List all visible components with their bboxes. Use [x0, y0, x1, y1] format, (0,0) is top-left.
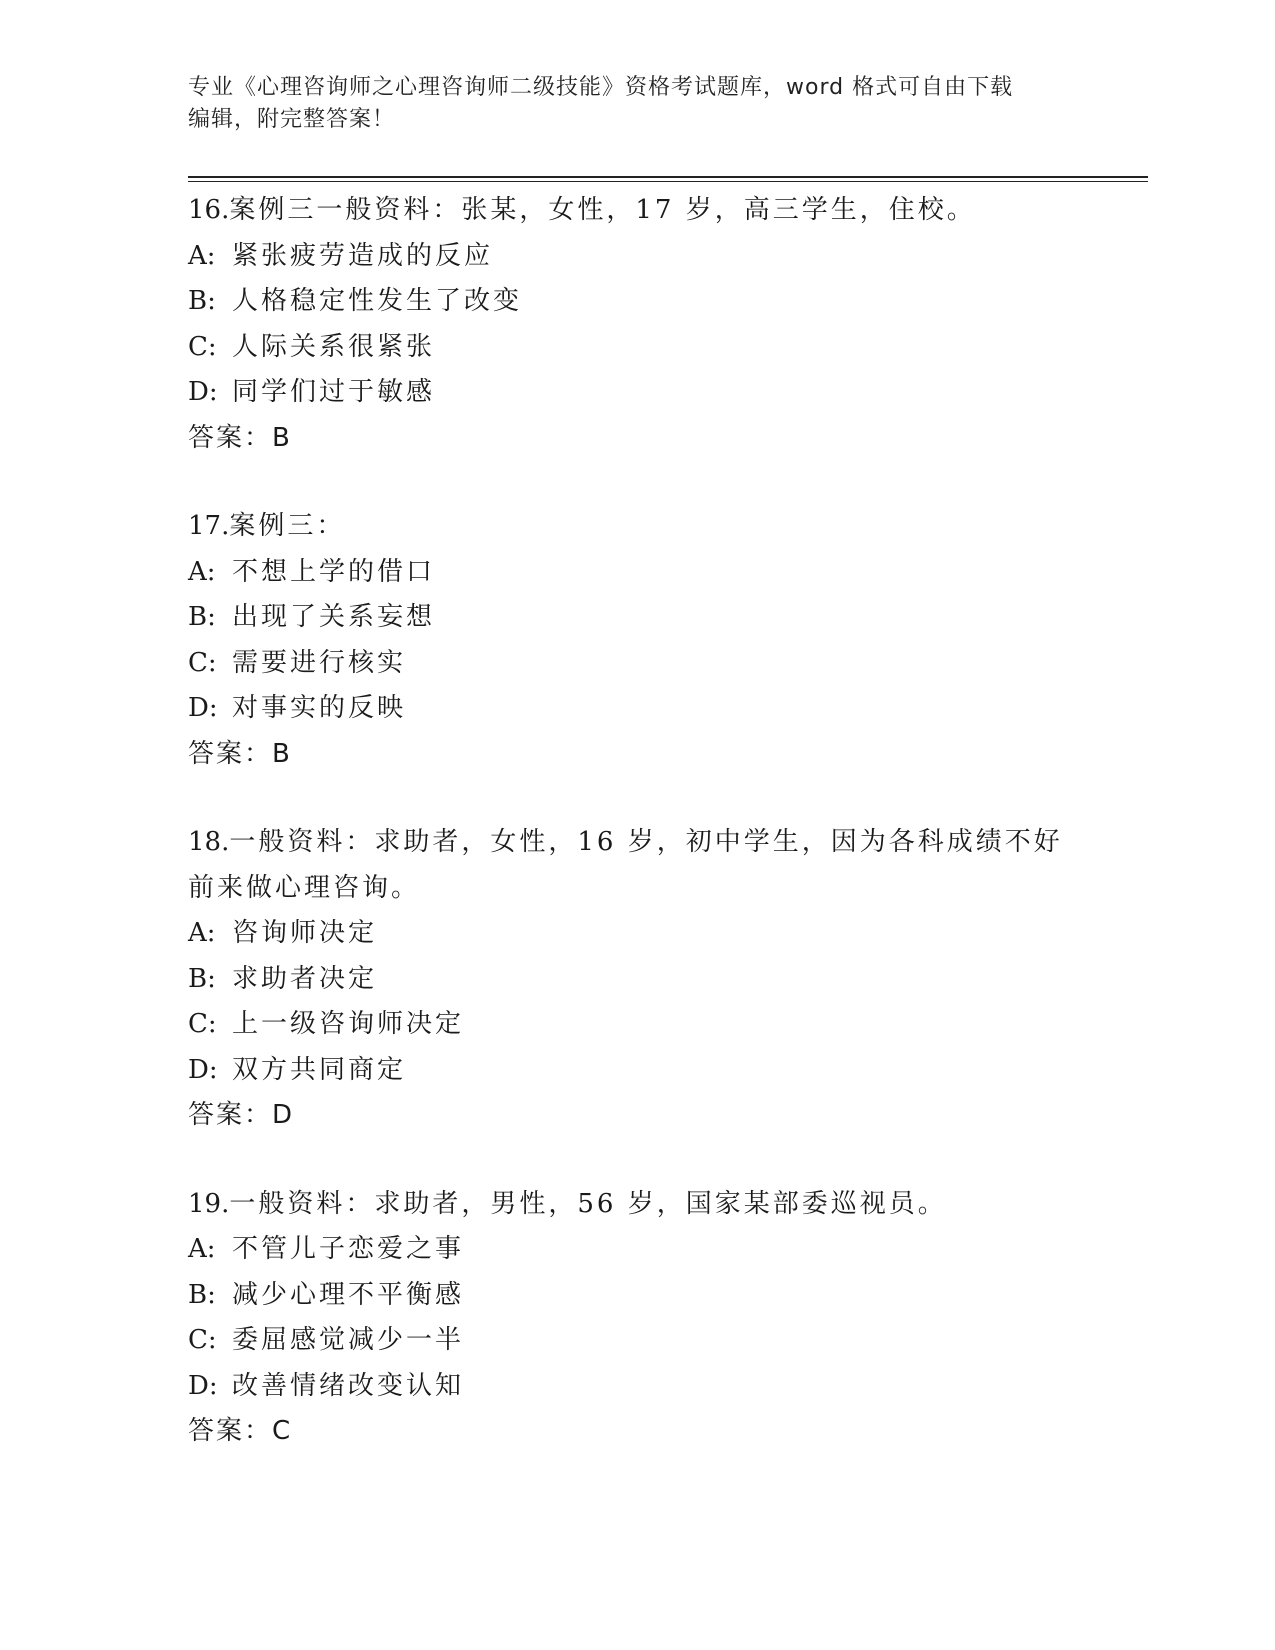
question-text: 一般资料：求助者，男性，56 岁，国家某部委巡视员。 [229, 1188, 947, 1219]
option-text: 人际关系很紧张 [232, 331, 436, 362]
question-text: 一般资料：求助者，女性，16 岁，初中学生，因为各科成绩不好前来做心理咨询。 [188, 827, 1063, 903]
header-line-2: 编辑，附完整答案！ [188, 107, 396, 132]
option-text: 对事实的反映 [232, 693, 407, 723]
answer-line [188, 1093, 1148, 1139]
question-16 [188, 188, 1148, 461]
option-b [188, 595, 1148, 641]
header-line-1: 专业《心理咨询师之心理咨询师二级技能》资格考试题库，word 格式可自由下载 [188, 75, 1014, 100]
option-letter: A: [188, 556, 216, 587]
option-letter: A: [188, 1234, 216, 1264]
question-text: 案例三： [229, 511, 346, 541]
option-d [188, 370, 1148, 416]
question-stem [188, 504, 1088, 550]
option-b [188, 957, 1148, 1003]
option-text: 不管儿子恋爱之事 [232, 1234, 465, 1264]
option-text: 出现了关系妄想 [232, 602, 436, 632]
option-letter: C: [188, 331, 217, 362]
option-text: 上一级咨询师决定 [232, 1009, 465, 1039]
option-letter: C: [188, 1009, 217, 1039]
question-text: 案例三一般资料：张某，女性，17 岁，高三学生，住校。 [229, 195, 976, 225]
question-number: 16. [188, 195, 230, 225]
answer-label: 答案： [188, 1100, 273, 1130]
option-d [188, 1364, 1148, 1410]
option-text: 紧张疲劳造成的反应 [232, 240, 494, 271]
option-letter: A: [188, 240, 216, 271]
option-d [188, 686, 1148, 732]
option-letter: D: [188, 1054, 218, 1085]
option-letter: B: [188, 1279, 216, 1310]
option-b [188, 279, 1148, 325]
option-c [188, 325, 1148, 371]
option-text: 双方共同商定 [232, 1054, 407, 1085]
option-text: 委屈感觉减少一半 [232, 1325, 465, 1355]
question-number: 17. [188, 511, 230, 541]
option-text: 求助者决定 [232, 963, 378, 994]
answer-value: D [272, 1100, 295, 1130]
option-letter: D: [188, 1370, 218, 1401]
option-letter: C: [188, 1325, 217, 1355]
question-stem [188, 820, 1088, 911]
answer-line [188, 416, 1148, 462]
option-text: 需要进行核实 [232, 647, 407, 678]
header-divider-thick [188, 176, 1148, 178]
option-a [188, 550, 1148, 596]
question-number: 19. [188, 1188, 230, 1219]
question-number: 18. [188, 827, 230, 857]
option-letter: B: [188, 602, 216, 632]
option-letter: D: [188, 693, 218, 723]
answer-label: 答案： [188, 422, 273, 453]
answer-line [188, 1409, 1148, 1455]
option-d [188, 1048, 1148, 1094]
option-b [188, 1273, 1148, 1319]
option-text: 人格稳定性发生了改变 [232, 286, 523, 316]
document-header [188, 72, 1088, 136]
option-c [188, 1002, 1148, 1048]
option-c [188, 1318, 1148, 1364]
option-a [188, 234, 1148, 280]
option-letter: D: [188, 377, 218, 407]
option-text: 减少心理不平衡感 [232, 1279, 465, 1310]
option-letter: A: [188, 918, 216, 948]
option-letter: C: [188, 647, 217, 678]
option-c [188, 641, 1148, 687]
option-text: 咨询师决定 [232, 918, 378, 948]
answer-value: C [272, 1416, 293, 1446]
question-list [188, 188, 1148, 1498]
option-a [188, 911, 1148, 957]
option-text: 改善情绪改变认知 [232, 1370, 465, 1401]
answer-label: 答案： [188, 1416, 273, 1446]
question-17 [188, 504, 1148, 777]
header-divider-thin [188, 181, 1148, 182]
option-letter: B: [188, 286, 216, 316]
option-text: 同学们过于敏感 [232, 377, 436, 407]
option-a [188, 1227, 1148, 1273]
question-stem [188, 1182, 1088, 1228]
option-letter: B: [188, 963, 216, 994]
answer-line [188, 732, 1148, 778]
answer-label: 答案： [188, 738, 273, 769]
option-text: 不想上学的借口 [232, 556, 436, 587]
question-stem [188, 188, 1088, 234]
answer-value: B [272, 738, 292, 769]
question-18 [188, 820, 1148, 1139]
answer-value: B [272, 422, 292, 453]
question-19 [188, 1182, 1148, 1455]
